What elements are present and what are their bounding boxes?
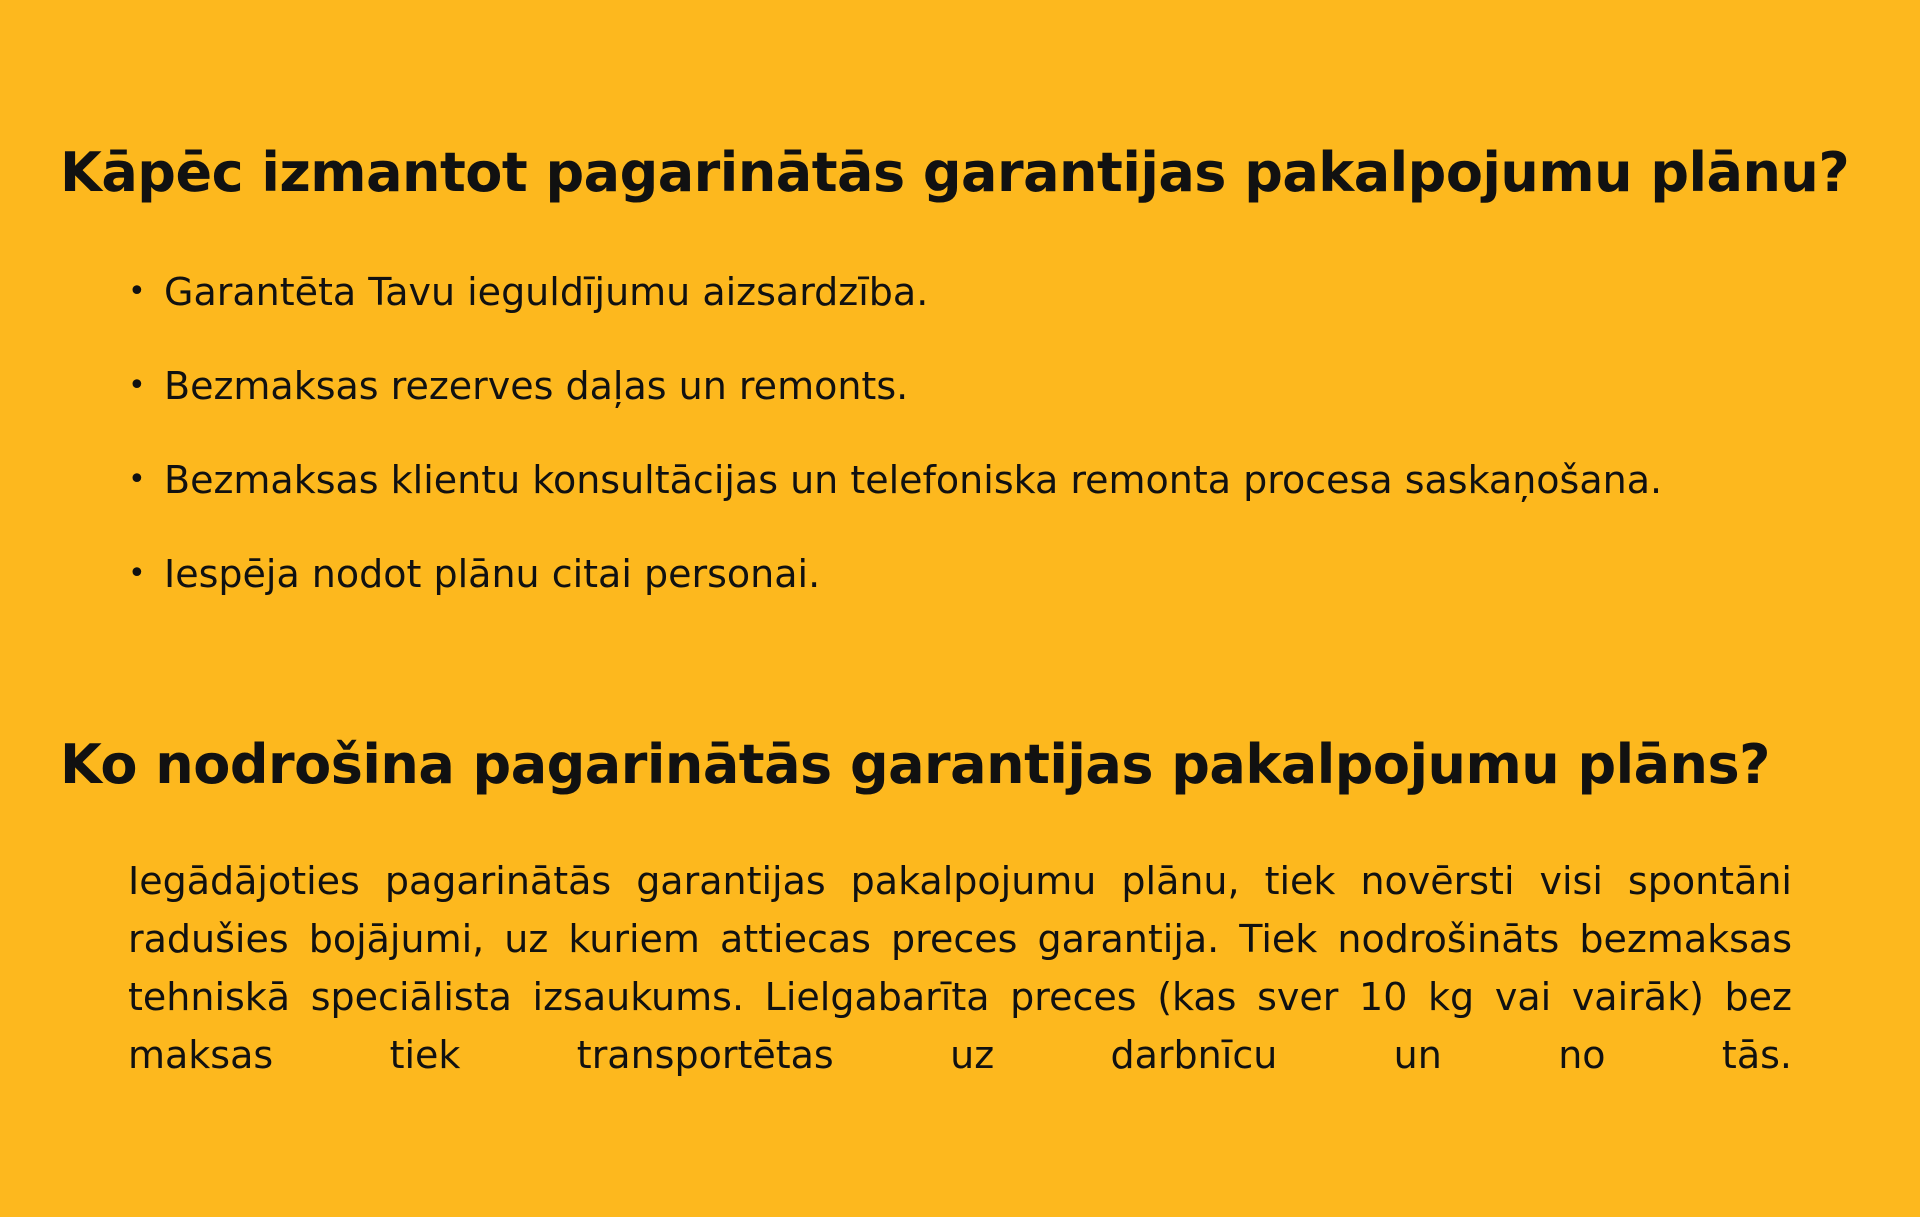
list-item-text: Bezmaksas rezerves daļas un remonts. — [164, 364, 909, 408]
bullet-icon: • — [128, 274, 146, 309]
list-item — [128, 359, 1662, 453]
bullet-icon: • — [128, 462, 146, 497]
section-heading-what: Ko nodrošina pagarinātās garantijas pakalpojumu plāns? — [60, 733, 1770, 796]
bullet-icon: • — [128, 556, 146, 591]
benefits-list — [128, 265, 1662, 641]
list-item — [128, 265, 1662, 359]
list-item-text: Garantēta Tavu ieguldījumu aizsardzība. — [164, 270, 929, 314]
list-item-text: Iespēja nodot plānu citai personai. — [164, 552, 821, 596]
section-heading-why: Kāpēc izmantot pagarinātās garantijas pakalpojumu plānu? — [60, 141, 1850, 204]
coverage-description: Iegādājoties pagarinātās garantijas pakalpojumu plānu, tiek novērsti visi spontāni radušies bojājumi, uz kuriem attiecas preces garantija. Tiek nodrošināts bezmaksas tehniskā speciālista izsaukums. Lielgabarīta preces (kas sver 10 kg vai vairāk) bez maksas tiek transportētas uz darbnīcu un no tās. — [128, 859, 1792, 1077]
list-item — [128, 453, 1662, 547]
list-item — [128, 547, 1662, 641]
bullet-icon: • — [128, 368, 146, 403]
list-item-text: Bezmaksas klientu konsultācijas un telefoniska remonta procesa saskaņošana. — [164, 458, 1663, 502]
